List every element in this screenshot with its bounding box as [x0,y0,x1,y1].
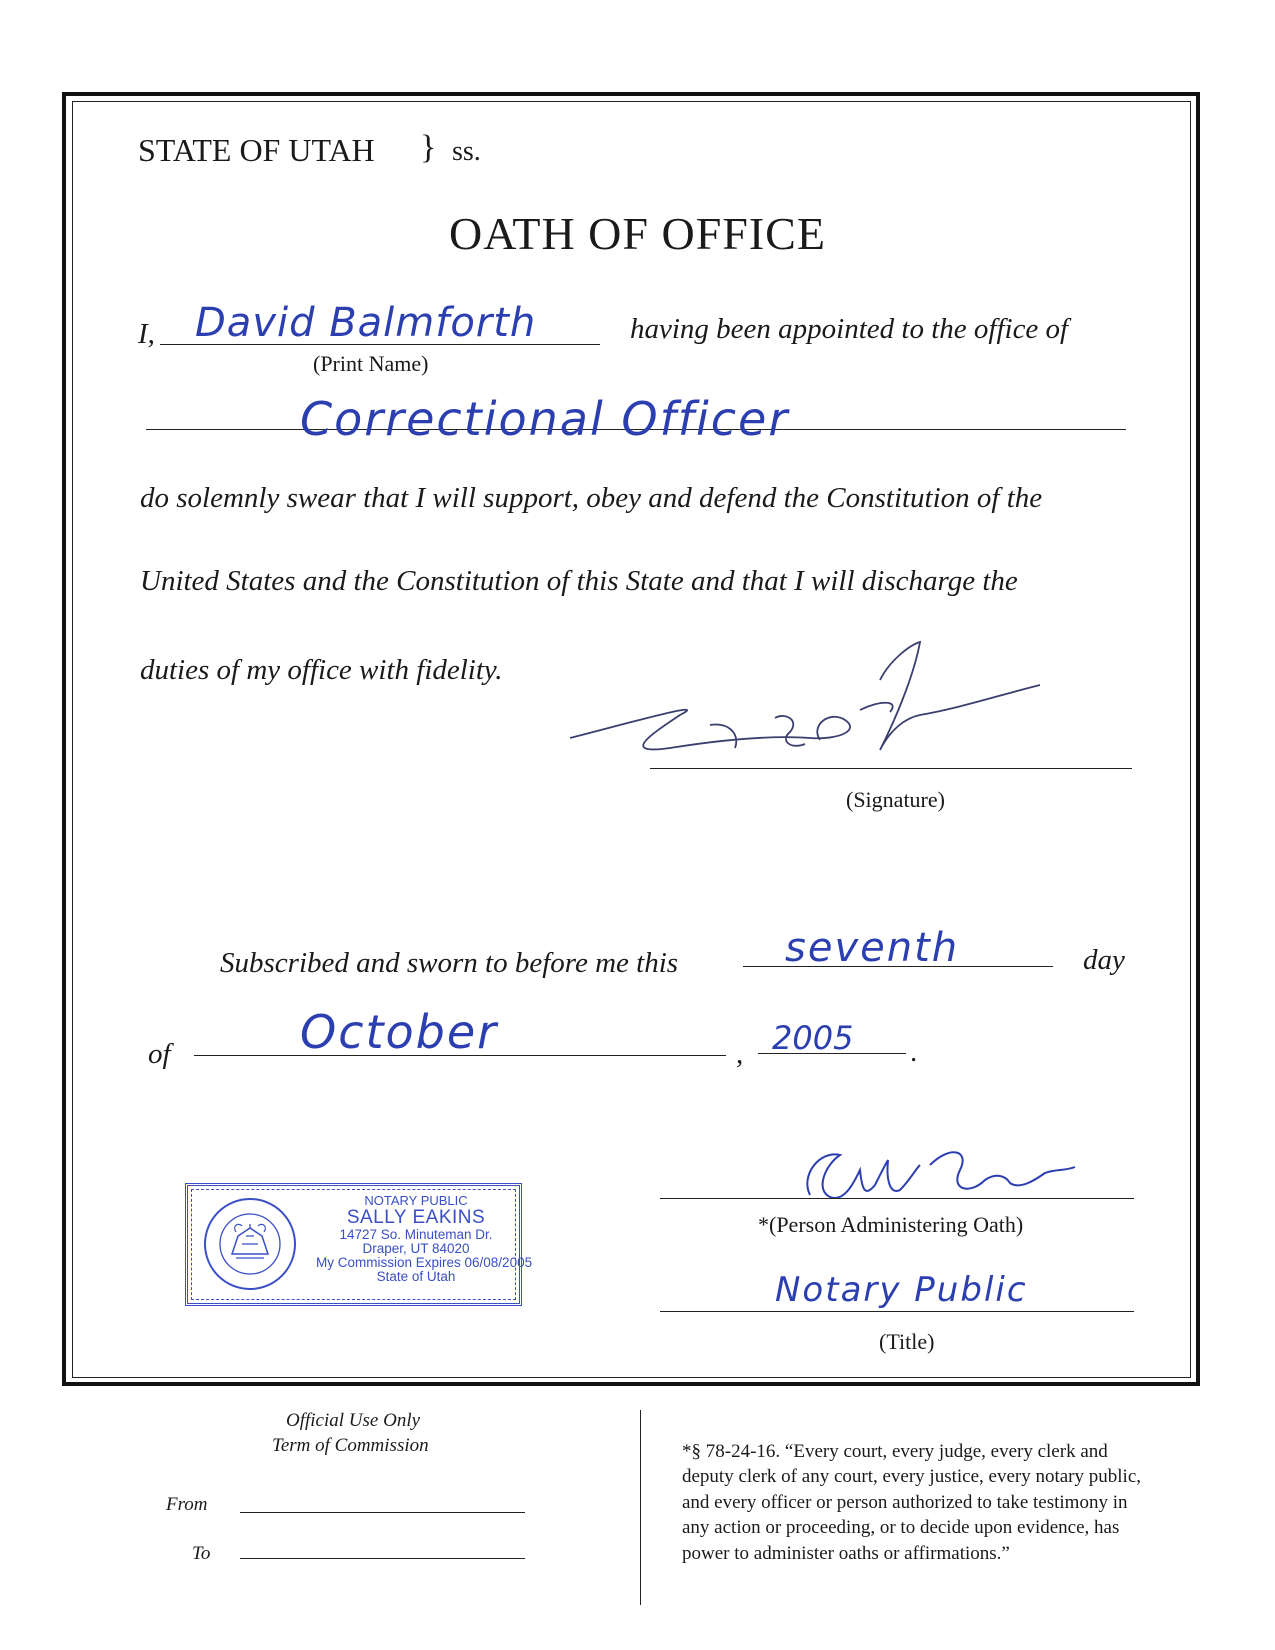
state-heading: STATE OF UTAH [138,132,375,168]
official-use-heading: Official Use Only [286,1410,421,1431]
stamp-label: NOTARY PUBLIC [364,1193,468,1208]
month-field[interactable]: October [300,1005,499,1059]
name-field[interactable]: David Balmforth [195,300,537,346]
to-label: To [192,1543,211,1564]
venue-ss: ss. [452,136,481,167]
footer-divider [640,1410,641,1605]
oath-body-line-1: do solemnly swear that I will support, obey and defend the Constitution of the [140,482,1043,514]
title-caption: (Title) [879,1329,935,1354]
document-title: OATH OF OFFICE [449,208,826,259]
notary-stamp [185,1183,533,1306]
office-field[interactable]: Correctional Officer [300,392,790,446]
month-comma: , [736,1038,744,1070]
statute-line-2: deputy clerk of any court, every justice, every notary public, [682,1466,1141,1488]
statute-line-5: power to administer oaths or affirmations.” [682,1542,1010,1564]
year-field[interactable]: 2005 [772,1019,854,1057]
title-field[interactable]: Notary Public [775,1270,1028,1310]
year-period: . [910,1036,918,1068]
subscribed-text: Subscribed and sworn to before me this [220,947,679,979]
from-label: From [166,1494,208,1515]
from-line[interactable] [240,1512,525,1513]
venue-brace: } [420,129,437,166]
state-seal-icon [202,1196,298,1292]
stamp-address-2: Draper, UT 84020 [362,1240,470,1256]
print-name-caption: (Print Name) [313,351,429,376]
stamp-state: State of Utah [376,1269,456,1285]
administrator-caption: *(Person Administering Oath) [758,1212,1024,1237]
statute-line-1: *§ 78-24-16. “Every court, every judge, every clerk and [682,1441,1108,1462]
signature-line [650,768,1132,769]
to-line[interactable] [240,1558,525,1559]
term-heading: Term of Commission [272,1435,429,1456]
title-line [660,1311,1134,1312]
oath-body-line-3: duties of my office with fidelity. [140,654,503,686]
administrator-signature [770,1135,1080,1215]
oath-prefix: I, [138,318,155,350]
appointed-text: having been appointed to the office of [630,313,1069,345]
day-field[interactable]: seventh [785,925,960,971]
of-word: of [148,1038,171,1070]
stamp-name: SALLY EAKINS [346,1206,486,1228]
oath-body-line-2: United States and the Constitution of this State and that I will discharge the [140,565,1018,597]
administrator-line [660,1198,1134,1199]
oath-taker-signature [560,640,1080,780]
stamp-address-1: 14727 So. Minuteman Dr. [339,1226,493,1242]
stamp-commission: My Commission Expires 06/08/2005 [316,1254,533,1270]
day-word: day [1083,944,1125,976]
statute-line-4: any action or proceeding, or to decide upon evidence, has [682,1517,1120,1539]
statute-note [682,1439,1202,1566]
statute-line-3: and every officer or person authorized to take testimony in [682,1491,1128,1513]
signature-caption: (Signature) [846,787,945,812]
